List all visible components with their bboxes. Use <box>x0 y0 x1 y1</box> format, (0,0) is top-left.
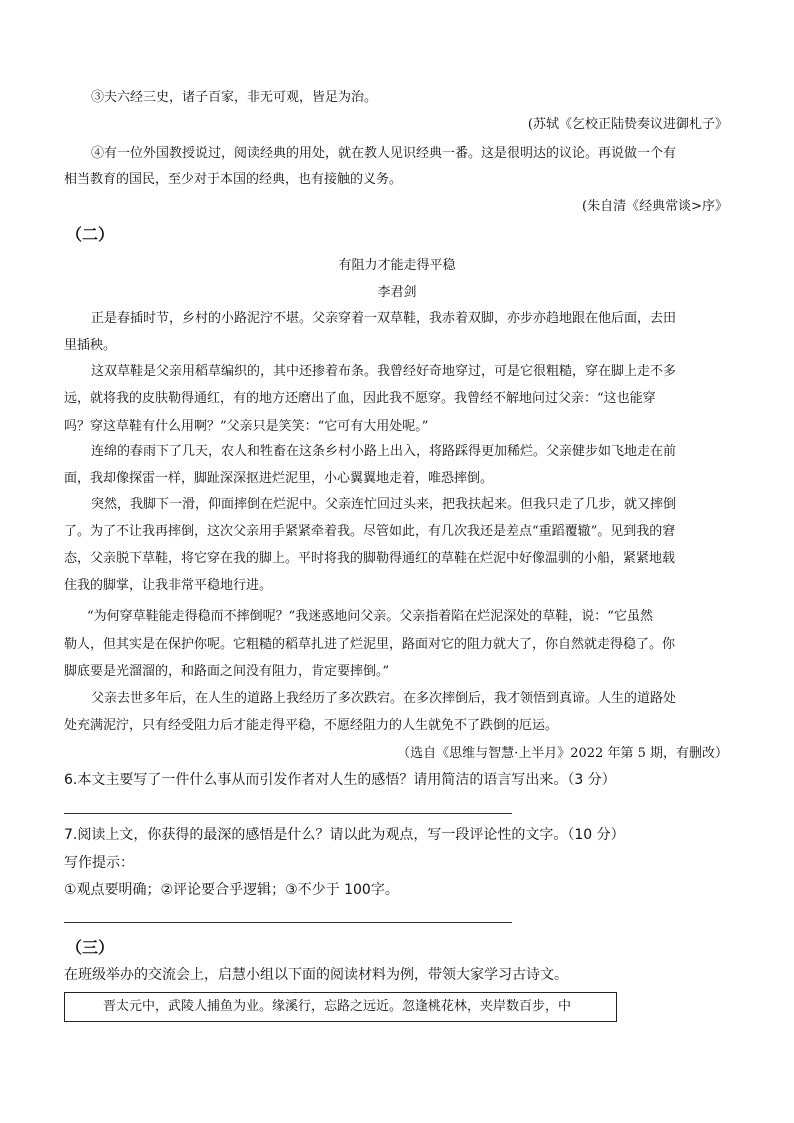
paragraph-line: 正是春插时节，乡村的小路泥泞不堪。父亲穿着一双草鞋，我赤着双脚，亦步亦趋地跟在他后面，去田 <box>91 311 677 326</box>
paragraph-line: 突然，我脚下一滑，仰面摔倒在烂泥中。父亲连忙回过头来，把我扶起来。但我只走了几步，就又摔倒 <box>91 497 677 512</box>
paragraph-line: 脚底要是光溜溜的，和路面之间没有阻力，肯定要摔倒。” <box>64 664 390 679</box>
reading-material-box <box>64 992 617 1022</box>
paragraph-line: 勒人，但其实是在保护你呢。它粗糙的稻草扎进了烂泥里，路面对它的阻力就大了，你自然就走得稳了。你 <box>64 637 676 652</box>
paragraph-line: 了。为了不让我再摔倒，这次父亲用手紧紧牵着我。尽管如此，有几次我还是差点“重蹈覆辙”。见到我的窘 <box>64 524 676 539</box>
writing-tips: ①观点要明确；②评论要合乎逻辑；③不少于 100字。 <box>64 882 399 898</box>
paragraph-line: 吗？穿这草鞋有什么用啊？”父亲只是笑笑：“它可有大用处呢。” <box>64 419 429 434</box>
paragraph-line: 里插秧。 <box>64 338 117 353</box>
paragraph-line: 远，就将我的皮肤勒得通红，有的地方还磨出了血，因此我不愿穿。我曾经不解地问过父亲：“这也能穿 <box>64 391 656 406</box>
article-title: 有阻力才能走得平稳 <box>338 258 456 273</box>
quote-4-source: (朱自清《经典常谈>序》 <box>582 199 728 214</box>
quote-4-line-2: 相当教育的国民，至少对于本国的经典，也有接触的义务。 <box>64 172 403 187</box>
section-heading-3: （三） <box>66 938 115 957</box>
paragraph-line: 这双草鞋是父亲用稻草编织的，其中还掺着布条。我曾经好奇地穿过，可是它很粗糙，穿在脚上走不多 <box>91 364 677 379</box>
paragraph-line: 住我的脚掌，让我非常平稳地行进。 <box>64 578 273 593</box>
quote-4-line-1: ④有一位外国教授说过，阅读经典的用处，就在教人见识经典一番。这是很明达的议论。再说做一个有 <box>91 146 677 161</box>
paragraph-line: “为何穿草鞋能走得稳而不摔倒呢？”我迷惑地问父亲。父亲指着陷在烂泥深处的草鞋，说：“它虽然 <box>87 609 653 624</box>
paragraph-line: 态，父亲脱下草鞋，将它穿在我的脚上。平时将我的脚勒得通红的草鞋在烂泥中好像温驯的小船，紧紧地载 <box>64 551 676 566</box>
paragraph-line: 连绵的春雨下了几天，农人和牲畜在这条乡村小路上出入，将路踩得更加稀烂。父亲健步如飞地走在前 <box>91 444 677 459</box>
paragraph-line: 面，我却像探雷一样，脚趾深深抠进烂泥里，小心翼翼地走着，唯恐摔倒。 <box>64 471 494 486</box>
question-6: 6.本文主要写了一件什么事从而引发作者对人生的感悟？请用简洁的语言写出来。（3 分） <box>64 772 616 788</box>
question-7: 7.阅读上文，你获得的最深的感悟是什么？请以此为观点，写一段评论性的文字。（10 分） <box>64 827 625 843</box>
writing-tips-label: 写作提示： <box>64 855 134 871</box>
answer-line-q6 <box>64 813 512 814</box>
section-heading-2: （二） <box>66 225 115 244</box>
article-source: （选自《思维与智慧·上半月》2022 年第 5 期，有删改） <box>397 746 728 761</box>
answer-line-q7 <box>64 922 512 923</box>
quote-3: ③夫六经三史，诸子百家，非无可观，皆足为治。 <box>91 90 378 105</box>
part-3-intro: 在班级举办的交流会上，启慧小组以下面的阅读材料为例，带领大家学习古诗文。 <box>64 967 568 983</box>
paragraph-line: 父亲去世多年后，在人生的道路上我经历了多次跌宕。在多次摔倒后，我才领悟到真谛。人生的道路处 <box>91 691 677 706</box>
quote-3-source: (苏轼《乞校正陆贽奏议进御札子》 <box>527 117 728 132</box>
reading-material-text: 晋太元中，武陵人捕鱼为业。缘溪行，忘路之远近。忽逢桃花林，夹岸数百步，中 <box>103 999 572 1014</box>
paragraph-line: 处充满泥泞，只有经受阻力后才能走得平稳，不愿经阻力的人生就免不了跌倒的厄运。 <box>64 718 559 733</box>
article-author: 李君剑 <box>377 285 417 300</box>
